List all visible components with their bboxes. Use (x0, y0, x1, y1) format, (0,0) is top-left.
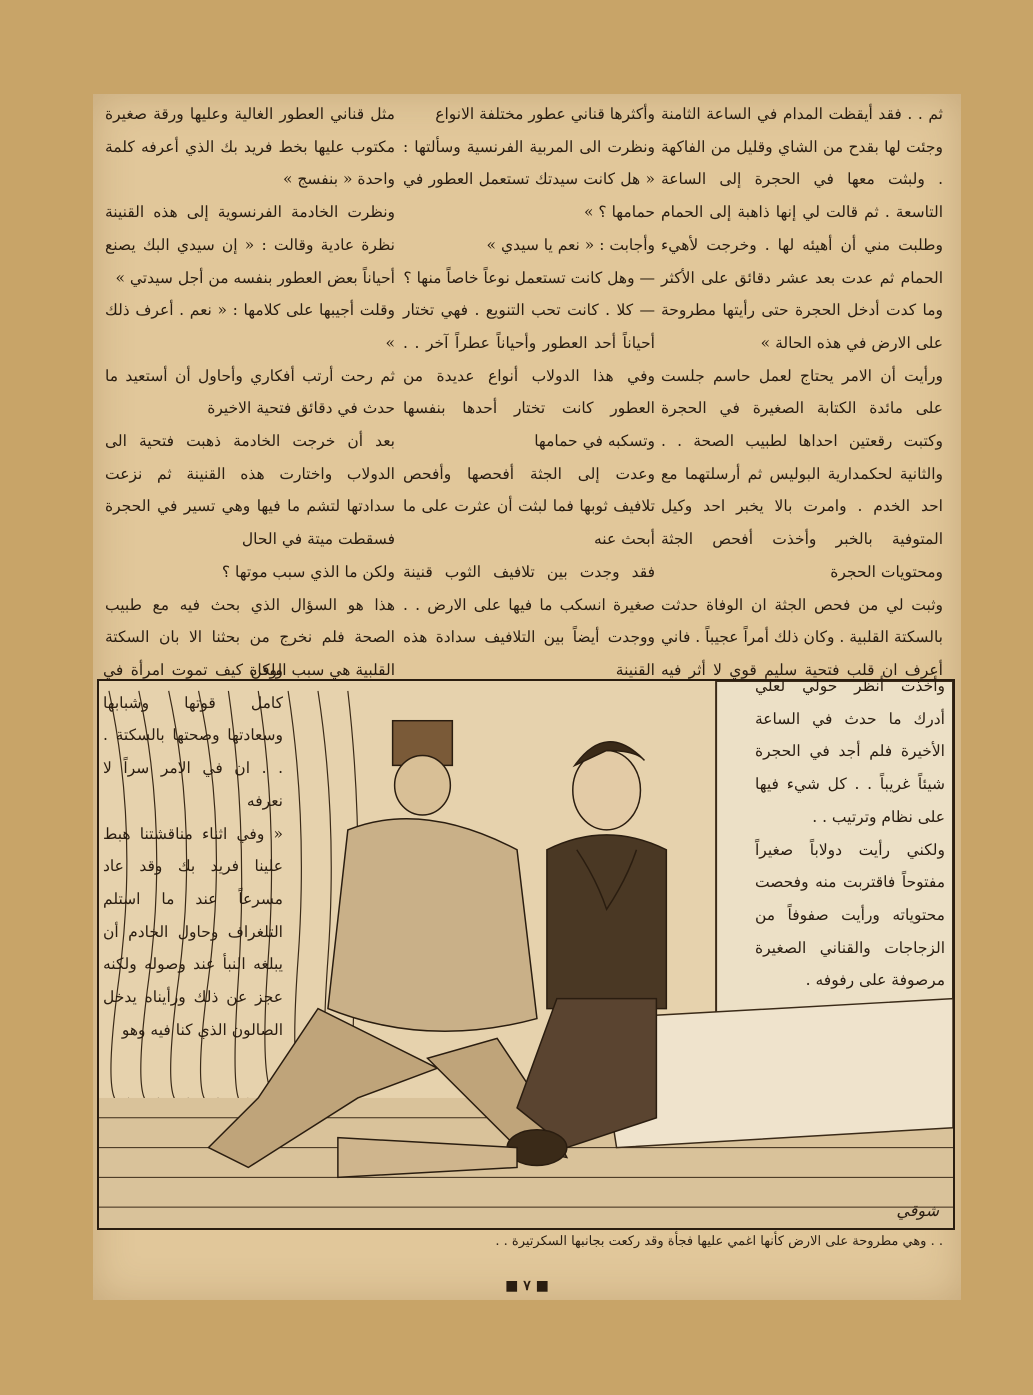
article-column-right-lower (755, 670, 945, 997)
paragraph: وثبت لي من فحص الجثة ان الوفاة حدثت بالسكتة القلبية . وكان ذلك أمراً عجيباً . فاني أعرف ان قلب فتحية سليم قوي لا أثر فيه (661, 595, 943, 679)
paragraph: وعدت إلى الجثة أفحصها وأفحص تلافيف ثوبها فما لبثت أن عثرت على ما أبحث عنه (403, 464, 655, 549)
paragraph: ولكن ما الذي سبب موتها ؟ (221, 562, 395, 581)
article-column-right (661, 98, 943, 719)
paragraph: هذا هو السؤال الذي بحث فيه مع طبيب الصحة فلم نخرج من بحثنا الا بان السكتة القلبية هي سبب الوفاة (105, 595, 395, 679)
magazine-page (93, 94, 961, 1300)
paragraph: ثم . . فقد أيقظت المدام في الساعة الثامنة وجئت لها بقدح من الشاي وقليل من الفاكهة . ولبثت معها في الحجرة إلى الساعة التاسعة . ثم قالت لي إنها ذاهبة إلى الحمام وطلبت مني أن أهيئه لها . وخرجت لأهيء الحمام ثم عدت بعد عشر دقائق على الأكثر وما كدت أدخل الحجرة حتى رأيتها مطروحة على الارض في هذه الحالة » (661, 105, 943, 352)
paragraph: ثم رحت أرتب أفكاري وأحاول أن أستعيد ما حدث في دقائق فتحية الاخيرة (105, 366, 395, 418)
paragraph: ونظرت الخادمة الفرنسوية إلى هذه القنينة نظرة عادية وقالت : « إن سيدي البك يصنع أحياناً بعض العطور بنفسه من أجل سيدتي » (105, 203, 395, 287)
paragraph: بعد أن خرجت الخادمة ذهبت فتحية الى الدولاب واختارت هذه القنينة ثم نزعت سدادتها لتشم ما فيها وهي تسير في الحجرة فسقطت ميتة في الحال (105, 432, 395, 549)
illustration-caption: . . وهي مطروحة على الارض كأنها اغمي عليها فجأة وقد ركعت بجانبها السكرتيرة . . (495, 1234, 943, 1249)
paragraph: — وهل كانت تستعمل نوعاً خاصاً منها ؟ (403, 268, 655, 287)
paragraph: وأكثرها قناني عطور مختلفة الانواع (435, 105, 655, 123)
paragraph: وقلت أجيبها على كلامها : « نعم . أعرف ذلك » (105, 301, 395, 352)
paragraph: ولكن كيف تموت امرأة في كامل قوتها وشبابها وسعادتها وصحتها بالسكتة . . . ان في الامر سراً لا نعرفه (103, 661, 283, 810)
paragraph: — كلا . كانت تحب التنويع . فهي تختار أحياناً أحد العطور وأحياناً عطراً آخر . . وفي هذا الدولاب أنواع عديدة من العطور كانت تختار أحدها بنفسها وتسكبه في حمامها (403, 301, 655, 451)
paragraph: ورأيت أن الامر يحتاج لعمل حاسم جلست على مائدة الكتابة الصغيرة في الحجرة وكتبت رقعتين احداها لطبيب الصحة . . والثانية لحكمدارية البوليس ثم أرسلتهما مع احد الخدم . وامرت بالا يخبر احد وكيل المتوفية بالخبر وأخذت أفحص الجثة ومحتويات الحجرة (661, 366, 943, 581)
article-column-left (105, 98, 395, 687)
paragraph: ولكني رأيت دولاباً صغيراً مفتوحاً فاقتربت منه وفحصت محتوياته ورأيت صفوفاً من الزجاجات والقناني الصغيرة مرصوفة على رفوفه . (755, 840, 945, 990)
paragraph: ونظرت الى المربية الفرنسية وسألتها : « هل كانت سيدتك تستعمل العطور في حمامها ؟ » (403, 137, 655, 222)
paragraph: فقد وجدت بين تلافيف الثوب قنينة صغيرة انسكب ما فيها على الارض . . ووجدت أيضاً بين التلافيف سدادة هذه القنينة (403, 562, 655, 679)
paragraph: مثل قناني العطور الغالية وعليها ورقة صغيرة مكتوب عليها بخط فريد بك الذي أعرفه كلمة واحدة « بنفسج » (105, 105, 395, 189)
paragraph: وأخذت أنظر حولي لعلي أدرك ما حدث في الساعة الأخيرة فلم أجد في الحجرة شيئاً غريباً . . كل شيء فيها على نظام وترتيب . . (755, 677, 945, 826)
artist-signature: شوقي (896, 1201, 939, 1220)
page-number: ■ ٧ ■ (505, 1278, 549, 1294)
article-column-middle (403, 98, 655, 719)
paragraph: وأجابت : « نعم يا سيدي » (486, 235, 655, 254)
paragraph: « وفي اثناء مناقشتنا هبط علينا فريد بك وقد عاد مسرعاً عند ما استلم التلغراف وحاول الخادم أن يبلغه النبأ عند وصوله ولكنه عجز عن ذلك ورأيناه يدخل الصالون الذي كنا فيه وهو (103, 824, 283, 1039)
article-column-left-lower (103, 654, 283, 1046)
